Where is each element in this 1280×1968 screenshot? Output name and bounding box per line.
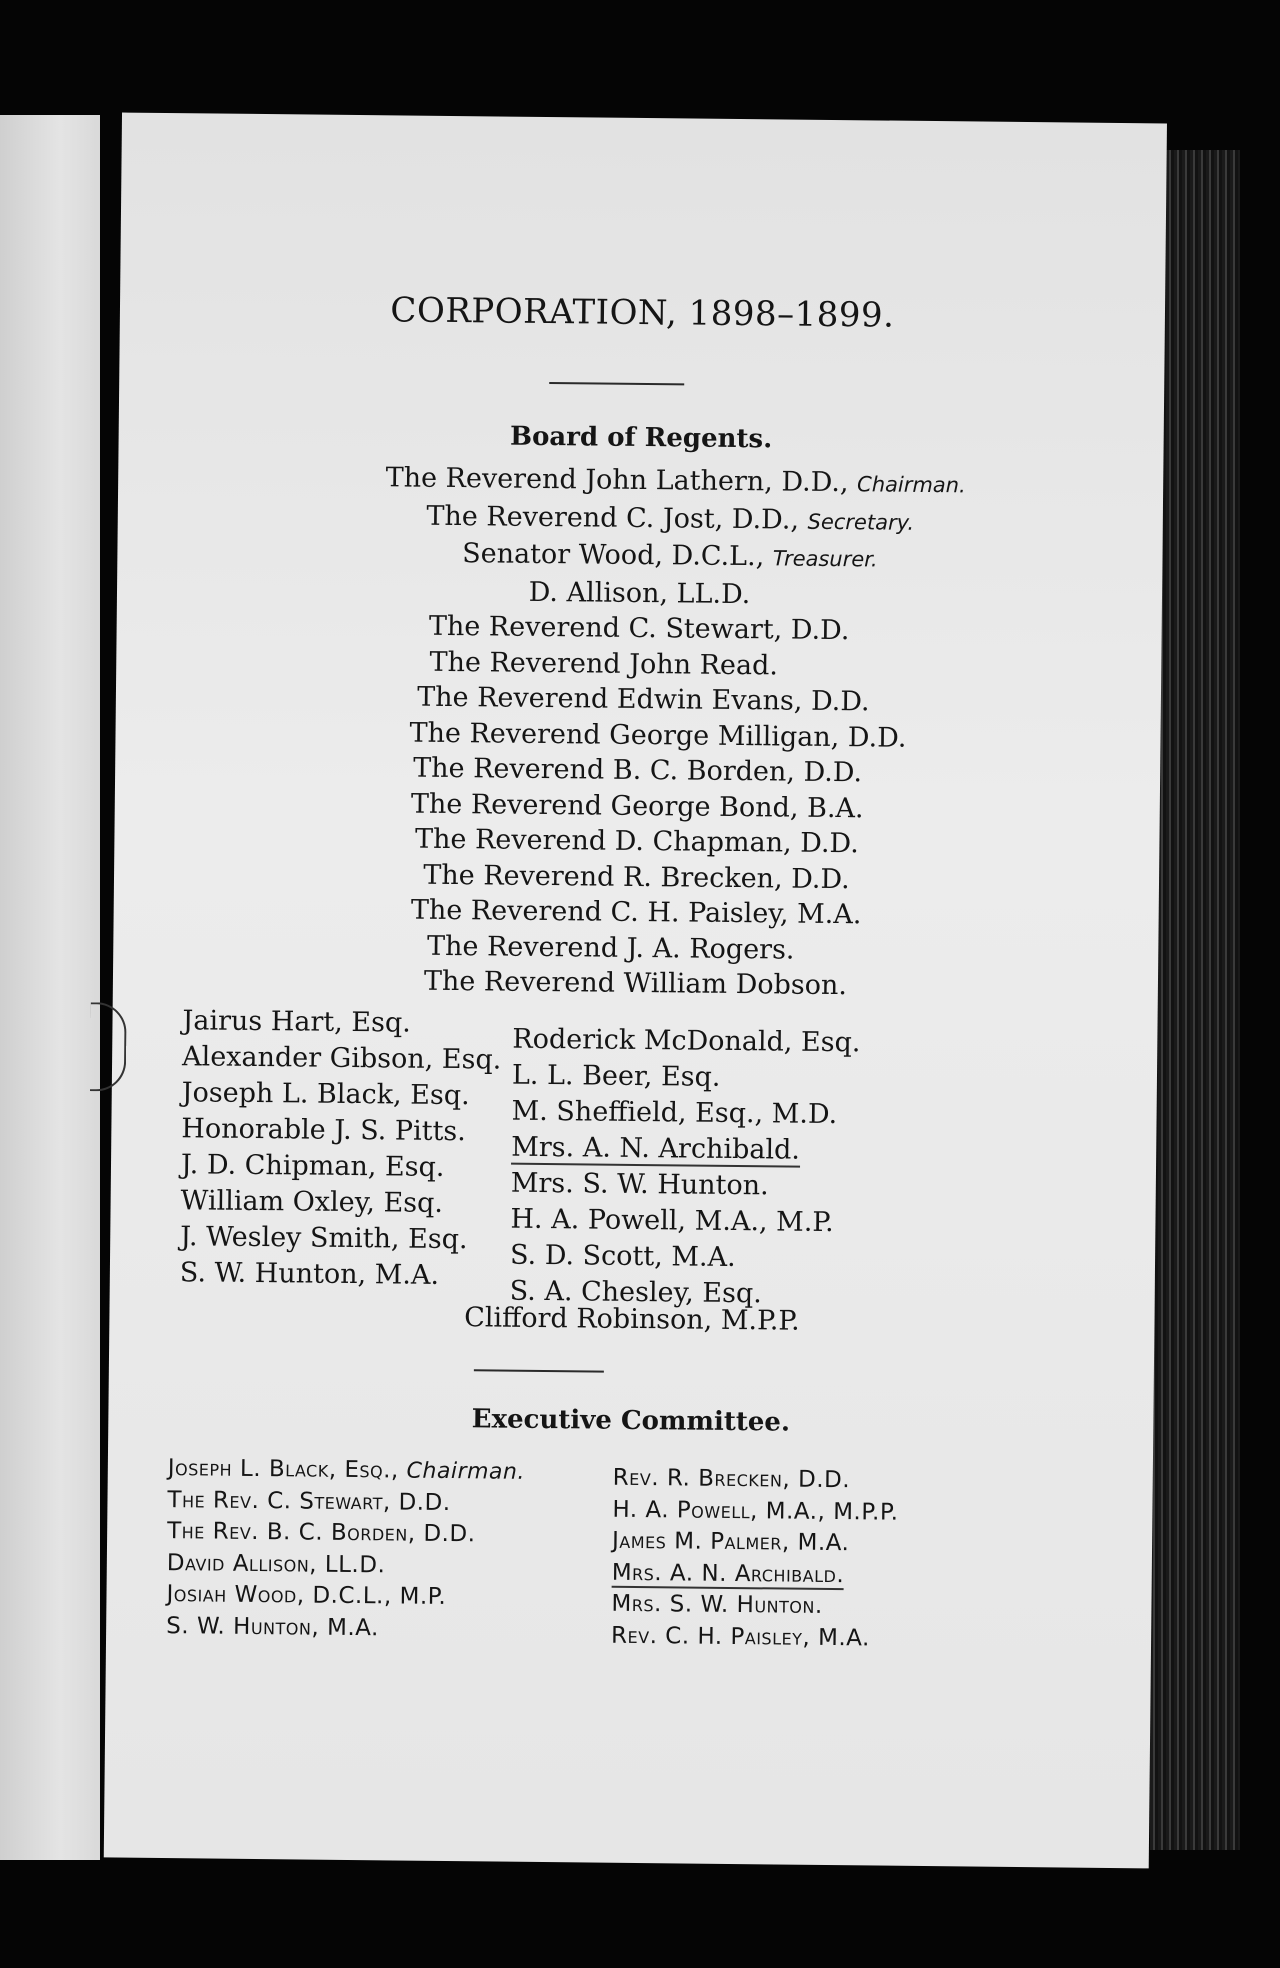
committee-entry: The Rev. C. Stewart, D.D. <box>167 1486 451 1516</box>
regent-entry <box>511 1130 859 1170</box>
section-divider <box>474 1369 604 1372</box>
regent-entry: The Reverend R. Brecken, D.D. <box>423 859 850 895</box>
regent-entry: The Reverend C. Jost, D.D., Secretary. <box>426 500 915 536</box>
regent-entry: Honorable J. S. Pitts. <box>181 1113 467 1148</box>
committee-entry: Mrs. S. W. Hunton. <box>611 1590 823 1619</box>
regent-entry: S. D. Scott, M.A. <box>509 1239 736 1274</box>
regent-entry: The Reverend C. H. Paisley, M.A. <box>410 894 862 931</box>
committee-entry: Rev. R. Brecken, D.D. <box>612 1464 851 1494</box>
committee-entry: Joseph L. Black, Esq., Chairman. <box>167 1455 526 1485</box>
regent-entry: Senator Wood, D.C.L., Treasurer. <box>462 538 878 573</box>
regent-entry: The Reverend George Bond, B.A. <box>410 788 864 824</box>
regent-entry: L. L. Beer, Esq. <box>511 1059 721 1093</box>
executive-committee-heading: Executive Committee. <box>471 1404 791 1438</box>
facing-page <box>0 115 100 1860</box>
regent-entry: The Reverend J. A. Rogers. <box>426 930 795 966</box>
title-divider <box>549 382 684 385</box>
regent-entry: Alexander Gibson, Esq. <box>181 1041 502 1076</box>
committee-entry: H. A. Powell, M.A., M.P.P. <box>612 1496 899 1526</box>
executive-right-column <box>611 1463 899 1655</box>
committee-entry: Rev. C. H. Paisley, M.A. <box>610 1622 870 1651</box>
regent-entry: The Reverend George Milligan, D.D. <box>409 717 907 754</box>
committee-entry: Josiah Wood, D.C.L., M.P. <box>166 1581 447 1611</box>
committee-entry: James M. Palmer, M.A. <box>611 1527 850 1557</box>
regents-right-column <box>510 1022 861 1314</box>
regent-entry: The Reverend B. C. Borden, D.D. <box>413 752 863 789</box>
regent-entry: William Oxley, Esq. <box>180 1185 444 1219</box>
regent-entry: M. Sheffield, Esq., M.D. <box>511 1095 838 1131</box>
regent-entry: J. D. Chipman, Esq. <box>180 1149 445 1183</box>
regents-left-column <box>180 1003 502 1294</box>
regent-entry: The Reverend Edwin Evans, D.D. <box>417 681 870 718</box>
committee-entry <box>612 1557 898 1591</box>
book-page <box>104 113 1167 1869</box>
regent-entry: Clifford Robinson, M.P.P. <box>464 1302 800 1337</box>
regent-entry: S. W. Hunton, M.A. <box>179 1257 440 1291</box>
underlined-name: Mrs. A. N. Archibald. <box>611 1559 845 1588</box>
regent-entry: The Reverend D. Chapman, D.D. <box>414 823 859 860</box>
regent-entry: S. A. Chesley, Esq. <box>509 1275 762 1310</box>
regent-entry: H. A. Powell, M.A., M.P. <box>510 1203 834 1239</box>
regent-entry: Roderick McDonald, Esq. <box>512 1023 861 1059</box>
executive-left-column <box>166 1453 525 1646</box>
regent-entry: J. Wesley Smith, Esq. <box>180 1221 468 1256</box>
committee-entry: S. W. Hunton, M.A. <box>166 1612 379 1641</box>
page-title: CORPORATION, 1898–1899. <box>390 290 895 336</box>
board-of-regents-heading: Board of Regents. <box>509 421 773 455</box>
regents-list <box>113 458 1164 1007</box>
regent-entry: The Reverend William Dobson. <box>423 965 848 1002</box>
regent-entry: Joseph L. Black, Esq. <box>181 1077 470 1112</box>
committee-entry: The Rev. B. C. Borden, D.D. <box>167 1518 476 1548</box>
regent-entry: Mrs. S. W. Hunton. <box>510 1167 769 1202</box>
underlined-name: Mrs. A. N. Archibald. <box>511 1131 801 1166</box>
regent-entry: Jairus Hart, Esq. <box>182 1005 411 1039</box>
regent-entry: The Reverend John Lathern, D.D., Chairman. <box>385 462 966 499</box>
regent-entry: The Reverend C. Stewart, D.D. <box>428 610 850 647</box>
committee-entry: David Allison, LL.D. <box>166 1549 386 1578</box>
regent-entry: D. Allison, LL.D. <box>528 576 751 610</box>
margin-bracket-mark <box>90 1002 127 1091</box>
regent-entry: The Reverend John Read. <box>429 646 779 681</box>
